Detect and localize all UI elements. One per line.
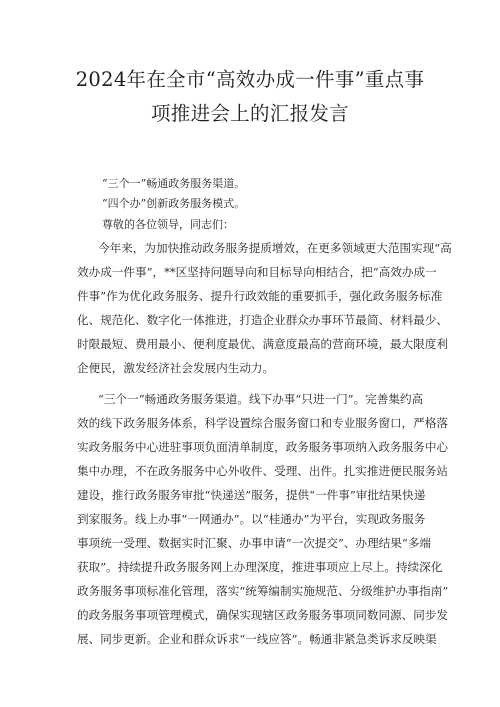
paragraph-2-line-8: 获取”。持续提升政务服务网上办理深度，推进事项应上尽上。持续深化 [77, 560, 443, 574]
paragraph-2-line-6: 到家服务。线上办事“一网通办”。以“桂通办”为平台，实现政务服务 [77, 512, 426, 526]
document-title-line-2: 项推进会上的汇报发言 [150, 102, 349, 125]
paragraph-2-line-3: 实政务服务中心进驻事项负面清单制度，政务服务事项纳入政务服务中心 [77, 440, 449, 454]
paragraph-2-line-9: 政务服务事项标准化管理，落实“统筹编制实施规范、分级维护办事指南” [77, 584, 449, 598]
paragraph-1-line-1: 今年来，为加快推动政务服务提质增效，在更多领域更大范围实现“高 [98, 241, 452, 255]
toc-item-2: “四个办”创新政务服务模式。 [102, 197, 246, 210]
toc-item-1: “三个一”畅通政务服务渠道。 [102, 177, 246, 190]
paragraph-1-line-5: 时限最短、费用最小、便利度最优、满意度最高的营商环境，最大限度利 [77, 337, 449, 351]
paragraph-1-line-2: 效办成一件事”，**区坚持问题导向和目标导向相结合，把“高效办成一 [77, 265, 437, 279]
paragraph-2-line-5: 建设，推行政务服务审批“快递送”服务，提供“一件事”审批结果快递 [77, 488, 426, 502]
paragraph-2-line-4: 集中办理，不在政务服务中心外收件、受理、出件。扎实推进便民服务站 [77, 464, 449, 478]
salutation: 尊敬的各位领导，同志们： [102, 218, 234, 231]
paragraph-1-line-3: 件事”作为优化政务服务、提升行政效能的重要抓手，强化政务服务标准 [77, 289, 443, 303]
paragraph-1-line-6: 企便民，激发经济社会发展内生动力。 [77, 361, 275, 375]
paragraph-2-line-2: 效的线下政务服务体系，科学设置综合服务窗口和专业服务窗口，严格落 [77, 416, 449, 430]
paragraph-2-line-7: 事项统一受理、数据实时汇聚、办事申请“一次提交”、办理结果“多端 [77, 536, 432, 550]
paragraph-2-line-1: “三个一”畅通政务服务渠道。线下办事“只进一门”。完善集约高 [98, 392, 424, 406]
document-title-line-1: 2024年在全市“高效办成一件事”重点事 [75, 68, 425, 91]
paragraph-2-line-10: 的政务服务事项管理模式，确保实现辖区政务服务事项同数同源、同步发 [77, 608, 449, 622]
paragraph-1-line-4: 化、规范化、数字化一体推进，打造企业群众办事环节最简、材料最少、 [77, 313, 449, 327]
paragraph-2-line-11: 展、同步更新。企业和群众诉求“一线应答”。畅通非紧急类诉求反映渠 [77, 632, 437, 646]
